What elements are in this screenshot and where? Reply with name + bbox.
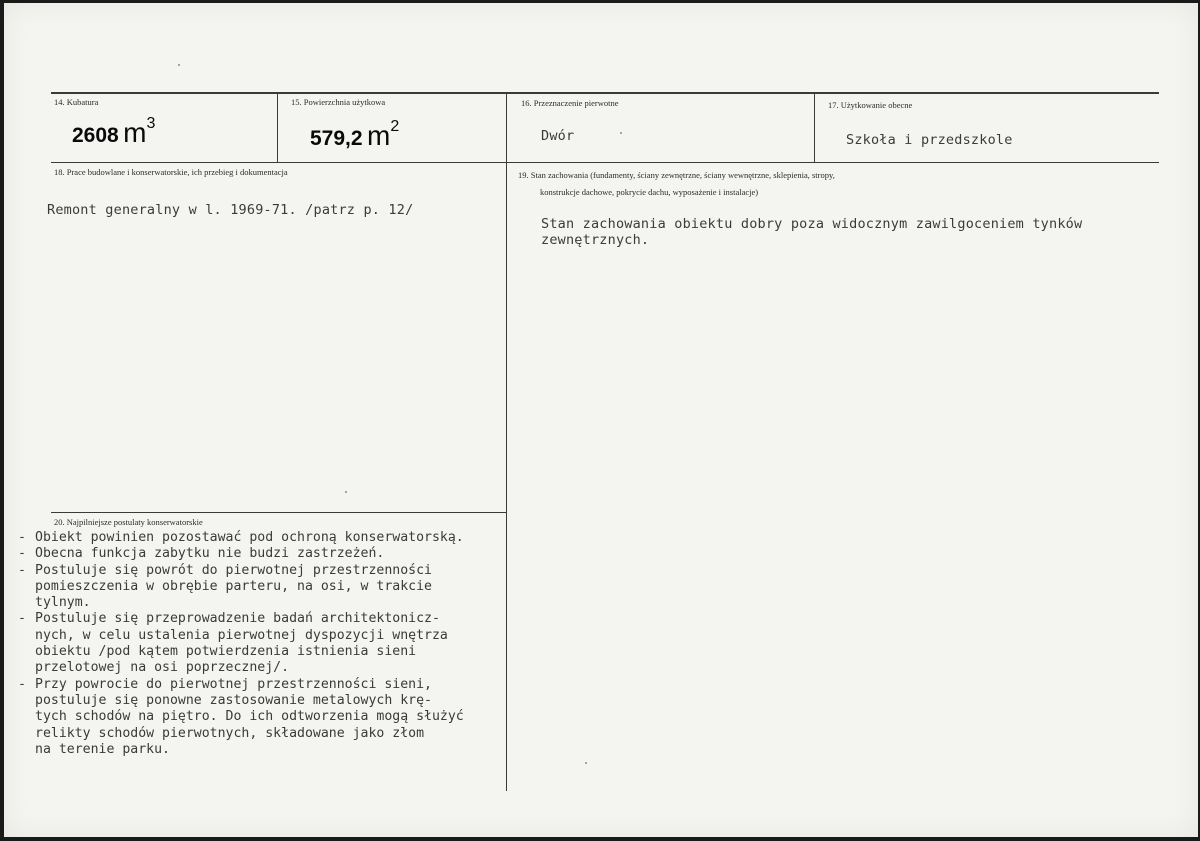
area-exponent: 2 — [390, 118, 400, 135]
paper-speck — [345, 491, 347, 493]
field-17-value: Szkoła i przedszkole — [846, 132, 1013, 148]
field-20-label: 20. Najpilniejsze postulaty konserwatorskie — [54, 517, 203, 527]
postulate-text: Postuluje się powrót do pierwotnej przestrzenności — [35, 562, 432, 578]
postulate-line — [18, 693, 464, 709]
bullet-dash: - — [18, 676, 26, 692]
postulate-line — [18, 726, 464, 742]
postulate-line — [18, 530, 464, 546]
postulate-line — [18, 677, 464, 693]
rule-v2 — [506, 92, 507, 791]
field-18-value: Remont generalny w l. 1969-71. /patrz p. 12/ — [47, 202, 414, 218]
bullet-dash: - — [18, 611, 26, 627]
rule-top — [51, 92, 1159, 94]
postulate-text: Obiekt powinien pozostawać pod ochroną konserwatorską. — [35, 530, 464, 545]
postulate-text: nych, w celu ustalenia pierwotnej dyspozycji wnętrza — [35, 627, 448, 643]
field-14-label: 14. Kubatura — [54, 97, 99, 107]
postulate-text: obiektu /pod kątem potwierdzenia istnienia sieni — [35, 644, 417, 660]
area-number: 579,2 — [310, 127, 363, 150]
postulate-text: na terenie parku. — [35, 741, 170, 757]
postulate-text: tych schodów na piętro. Do ich odtworzenia mogą służyć — [35, 709, 464, 725]
postulate-text: tylnym. — [35, 595, 91, 611]
postulate-text: Przy powrocie do pierwotnej przestrzenności sieni, — [35, 676, 432, 692]
postulate-line — [18, 644, 464, 660]
postulate-line — [18, 742, 464, 758]
postulates-list — [18, 530, 464, 758]
bullet-dash: - — [18, 546, 26, 562]
postulate-text: postuluje się ponowne zastosowanie metalowych krę- — [35, 692, 432, 708]
postulate-line — [18, 595, 464, 611]
field-16-value: Dwór — [541, 128, 575, 144]
postulate-line — [18, 660, 464, 676]
field-19-text-line-2: zewnętrznych. — [541, 232, 650, 248]
paper-speck — [620, 132, 622, 134]
rule-middle — [51, 162, 1159, 163]
postulate-line — [18, 611, 464, 627]
rule-v3 — [814, 92, 815, 163]
field-15-label: 15. Powierzchnia użytkowa — [291, 97, 386, 107]
kubatura-unit: m — [123, 117, 147, 148]
field-17-label: 17. Użytkowanie obecne — [828, 100, 913, 110]
bullet-dash: - — [18, 562, 26, 578]
postulate-text: relikty schodów pierwotnych, składowane jako złom — [35, 725, 425, 741]
postulate-text: pomieszczenia w obrębie parteru, na osi, w trakcie — [35, 578, 432, 594]
rule-lower — [51, 512, 506, 513]
rule-v1 — [277, 92, 278, 163]
postulate-line — [18, 709, 464, 725]
paper-speck — [585, 762, 587, 764]
postulate-line — [18, 579, 464, 595]
postulate-text: Obecna funkcja zabytku nie budzi zastrzeżeń. — [35, 546, 385, 562]
field-19-text-line-1: Stan zachowania obiektu dobry poza widocznym zawilgoceniem tynków — [541, 216, 1083, 232]
field-18-label: 18. Prace budowlane i konserwatorskie, ich przebieg i dokumentacja — [54, 167, 288, 177]
postulate-text: przelotowej na osi poprzecznej/. — [35, 660, 290, 676]
kubatura-exponent: 3 — [146, 115, 156, 132]
area-unit: m — [367, 120, 391, 151]
field-19-label: 19. Stan zachowania (fundamenty, ściany zewnętrzne, ściany wewnętrzne, sklepienia, stropy, — [518, 170, 835, 180]
paper-speck — [178, 64, 180, 66]
bullet-dash: - — [18, 530, 26, 545]
postulate-line — [18, 563, 464, 579]
field-16-label: 16. Przeznaczenie pierwotne — [521, 98, 619, 108]
field-14-value — [72, 117, 155, 149]
kubatura-number: 2608 — [72, 124, 119, 147]
field-15-value — [310, 120, 399, 152]
postulate-text: Postuluje się przeprowadzenie badań architektonicz- — [35, 611, 440, 627]
postulate-line — [18, 546, 464, 562]
postulate-line — [18, 628, 464, 644]
field-19-label-cont: konstrukcje dachowe, pokrycie dachu, wyposażenie i instalacje) — [540, 187, 759, 197]
